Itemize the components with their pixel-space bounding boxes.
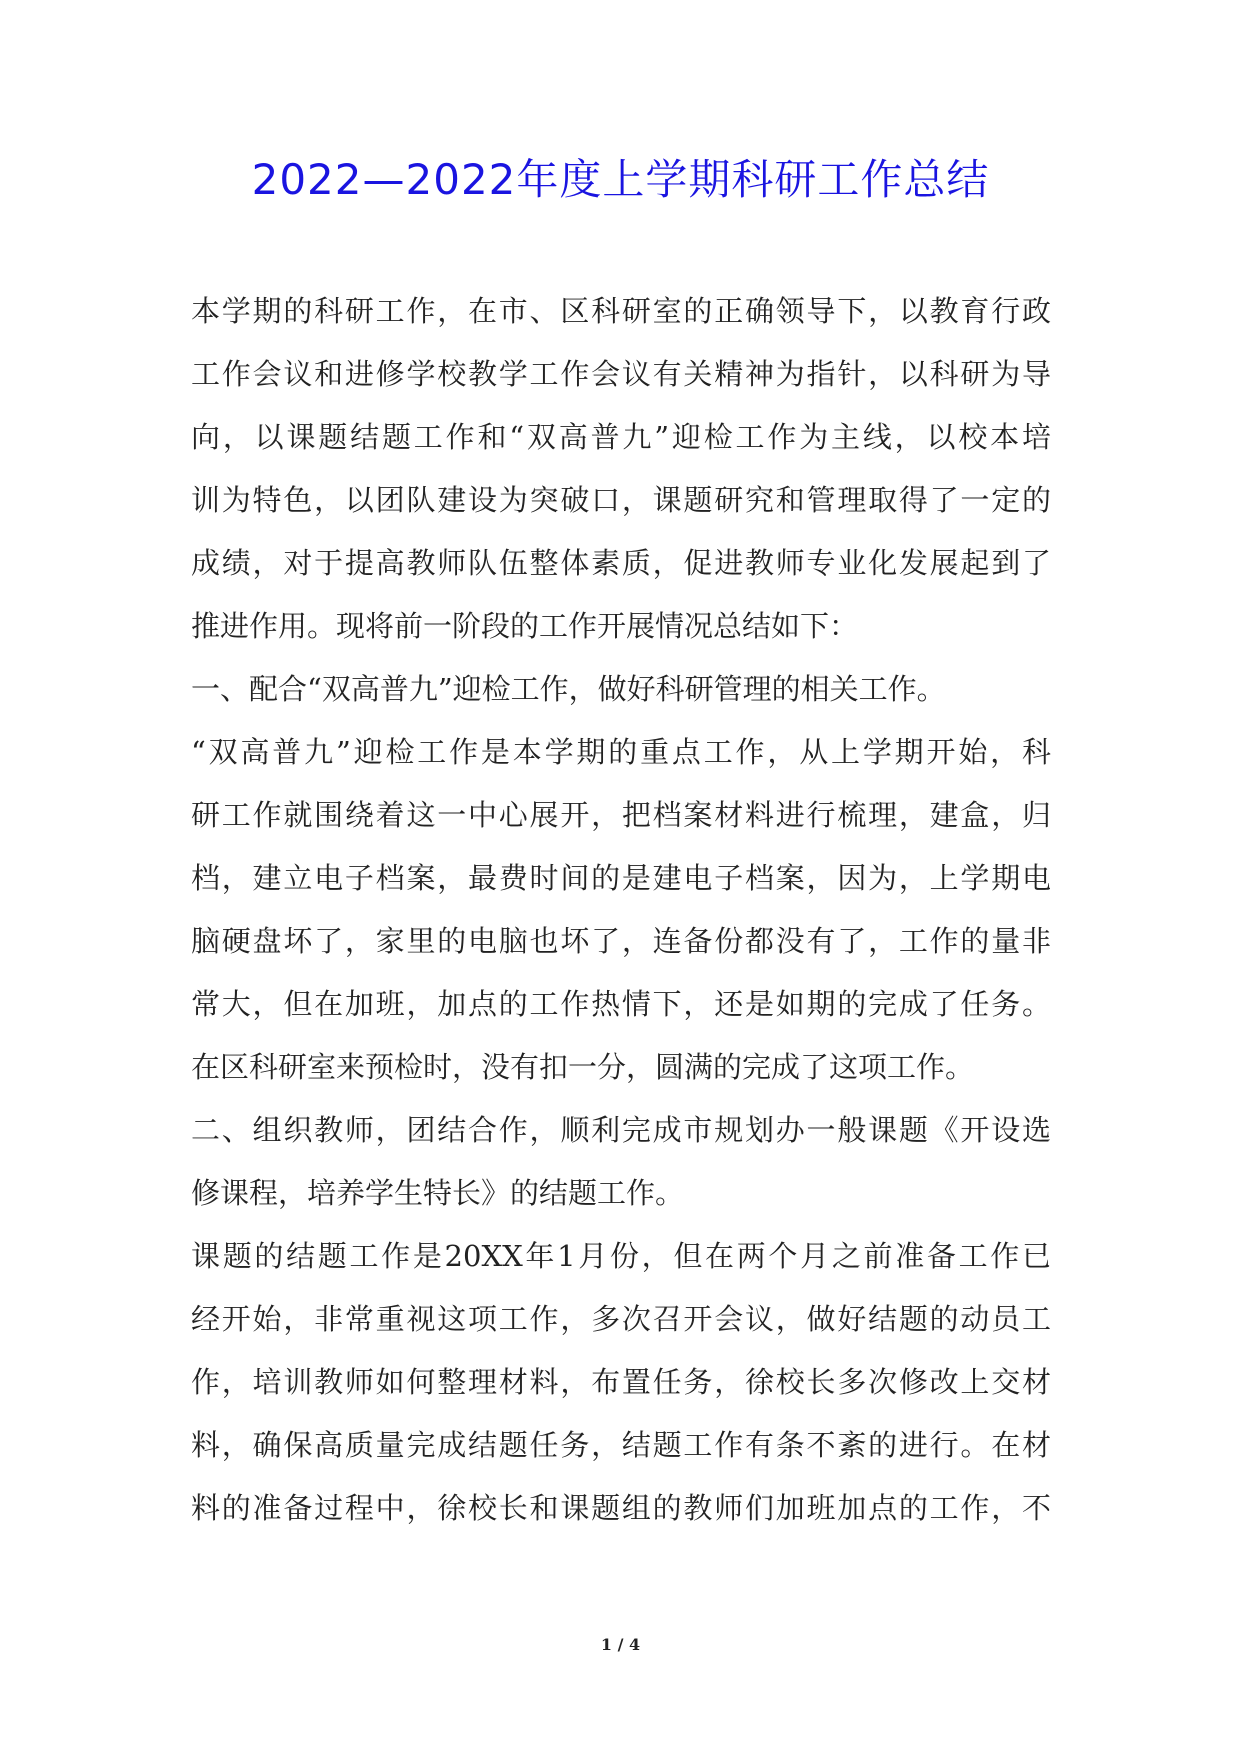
body-line: 课题的结题工作是20XX年1月份，但在两个月之前准备工作已 xyxy=(191,1239,1051,1273)
body-line: 料，确保高质量完成结题任务，结题工作有条不紊的进行。在材 xyxy=(191,1428,1051,1462)
body-line: 本学期的科研工作，在市、区科研室的正确领导下，以教育行政 xyxy=(191,294,1051,328)
document-title: 2022—2022年度上学期科研工作总结 xyxy=(251,155,990,204)
body-line: 工作会议和进修学校教学工作会议有关精神为指针，以科研为导 xyxy=(191,357,1051,391)
body-line: 研工作就围绕着这一中心展开，把档案材料进行梳理，建盒，归 xyxy=(191,798,1051,832)
body-line: 训为特色，以团队建设为突破口，课题研究和管理取得了一定的 xyxy=(191,483,1051,517)
body-line: 料的准备过程中，徐校长和课题组的教师们加班加点的工作，不 xyxy=(191,1491,1051,1525)
section-heading-2-cont: 修课程，培养学生特长》的结题工作。 xyxy=(191,1176,685,1210)
body-line: 成绩，对于提高教师队伍整体素质，促进教师专业化发展起到了 xyxy=(191,546,1051,580)
body-line: 档，建立电子档案，最费时间的是建电子档案，因为，上学期电 xyxy=(191,861,1051,895)
body-line: 作，培训教师如何整理材料，布置任务，徐校长多次修改上交材 xyxy=(191,1365,1051,1399)
body-line: 脑硬盘坏了，家里的电脑也坏了，连备份都没有了，工作的量非 xyxy=(191,924,1051,958)
body-line: 向，以课题结题工作和“双高普九”迎检工作为主线，以校本培 xyxy=(191,420,1051,454)
page-number: 1 / 4 xyxy=(600,1635,641,1654)
body-line: 在区科研室来预检时，没有扣一分，圆满的完成了这项工作。 xyxy=(191,1050,975,1084)
section-heading-2: 二、组织教师，团结合作，顺利完成市规划办一般课题《开设选 xyxy=(191,1113,1051,1147)
document-body xyxy=(191,280,1051,1540)
body-line: “双高普九”迎检工作是本学期的重点工作，从上学期开始，科 xyxy=(191,735,1051,769)
body-line: 常大，但在加班，加点的工作热情下，还是如期的完成了任务。 xyxy=(191,987,1051,1021)
body-line: 经开始，非常重视这项工作，多次召开会议，做好结题的动员工 xyxy=(191,1302,1051,1336)
section-heading-1: 一、配合“双高普九”迎检工作，做好科研管理的相关工作。 xyxy=(191,672,946,706)
body-line: 推进作用。现将前一阶段的工作开展情况总结如下： xyxy=(191,609,859,643)
